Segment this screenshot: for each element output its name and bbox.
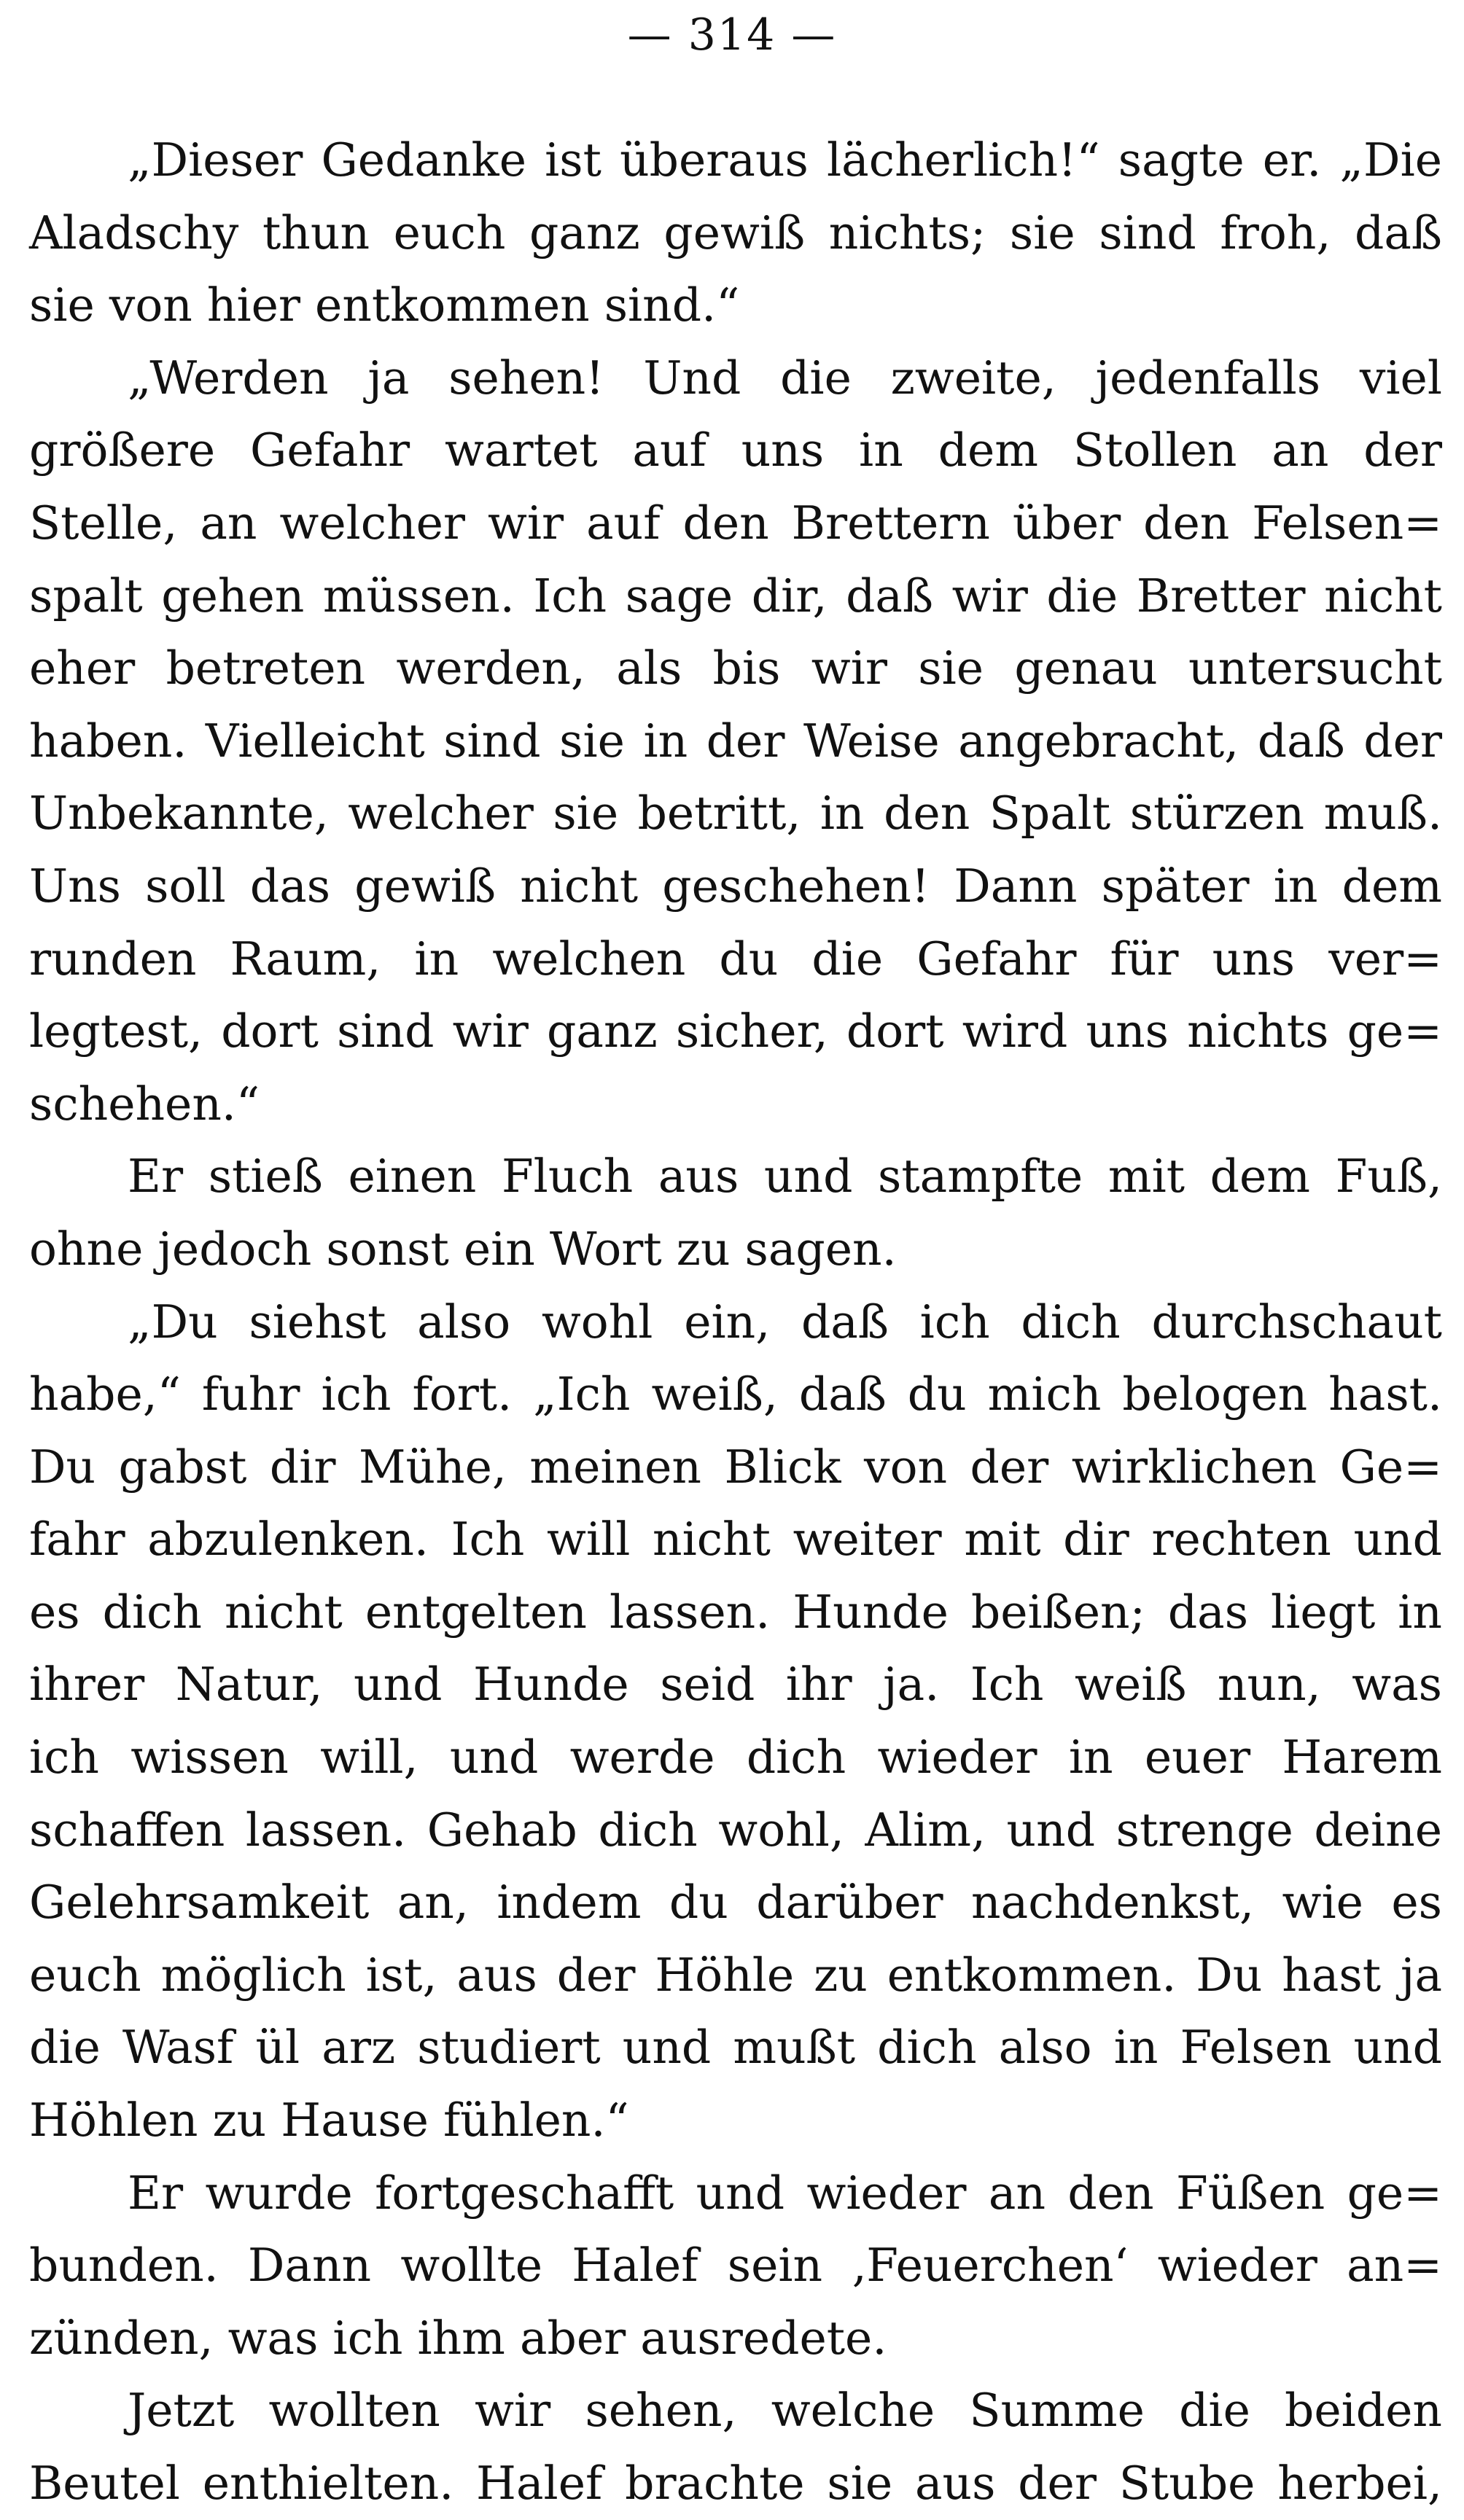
text-line: größere Gefahr wartet auf uns in dem Stollen an der <box>29 424 1442 477</box>
text-line: sie von hier entkommen sind.“ <box>29 278 740 332</box>
text-line: Uns soll das gewiß nicht geschehen! Dann später in dem <box>29 859 1442 913</box>
text-line: Unbekannte, welcher sie betritt, in den Spalt stürzen muß. <box>29 787 1442 840</box>
text-line: „Du siehst also wohl ein, daß ich dich durchschaut <box>128 1295 1442 1349</box>
text-line: Höhlen zu Hause fühlen.“ <box>29 2094 629 2148</box>
text-line: Gelehrsamkeit an, indem du darüber nachdenkst, wie es <box>29 1876 1442 1930</box>
text-line: haben. Vielleicht sind sie in der Weise angebracht, daß der <box>29 714 1442 768</box>
text-line: runden Raum, in welchen du die Gefahr für uns ver= <box>29 932 1442 986</box>
text-line: Du gabst dir Mühe, meinen Blick von der wirklichen Ge= <box>29 1440 1442 1494</box>
text-line: bunden. Dann wollte Halef sein ‚Feuerchen‘ wieder an= <box>29 2239 1442 2293</box>
text-line: Aladschy thun euch ganz gewiß nichts; sie sind froh, daß <box>29 206 1442 260</box>
text-line: „Werden ja sehen! Und die zweite, jedenfalls viel <box>128 351 1442 405</box>
text-line: eher betreten werden, als bis wir sie genau untersucht <box>29 641 1442 695</box>
text-line: Er stieß einen Fluch aus und stampfte mit dem Fuß, <box>128 1150 1442 1204</box>
text-line: ihrer Natur, und Hunde seid ihr ja. Ich weiß nun, was <box>29 1658 1442 1712</box>
text-line: habe,“ fuhr ich fort. „Ich weiß, daß du mich belogen hast. <box>29 1368 1442 1421</box>
page-number: — 314 — <box>627 9 837 61</box>
text-line: Er wurde fortgeschafft und wieder an den Füßen ge= <box>128 2166 1442 2220</box>
text-line: legtest, dort sind wir ganz sicher, dort wird uns nichts ge= <box>29 1005 1442 1058</box>
text-line: spalt gehen müssen. Ich sage dir, daß wir die Bretter nicht <box>29 569 1442 623</box>
text-line: fahr abzulenken. Ich will nicht weiter mit dir rechten und <box>29 1513 1442 1567</box>
text-line: zünden, was ich ihm aber ausredete. <box>29 2311 887 2365</box>
text-line: es dich nicht entgelten lassen. Hunde beißen; das liegt in <box>29 1585 1442 1639</box>
text-line: Jetzt wollten wir sehen, welche Summe die beiden <box>128 2384 1442 2438</box>
body-text <box>0 124 1464 2520</box>
text-line: schehen.“ <box>29 1077 260 1131</box>
text-line: schaffen lassen. Gehab dich wohl, Alim, und strenge deine <box>29 1803 1442 1857</box>
text-line: Beutel enthielten. Halef brachte sie aus der Stube herbei, <box>29 2457 1442 2510</box>
text-line: euch möglich ist, aus der Höhle zu entkommen. Du hast ja <box>29 1948 1442 2002</box>
text-line: Stelle, an welcher wir auf den Brettern über den Felsen= <box>29 496 1442 550</box>
text-line: die Wasf ül arz studiert und mußt dich also in Felsen und <box>29 2021 1442 2075</box>
text-line: ohne jedoch sonst ein Wort zu sagen. <box>29 1222 897 1276</box>
text-line: „Dieser Gedanke ist überaus lächerlich!“ sagte er. „Die <box>128 133 1442 187</box>
text-line: ich wissen will, und werde dich wieder in euer Harem <box>29 1731 1442 1784</box>
